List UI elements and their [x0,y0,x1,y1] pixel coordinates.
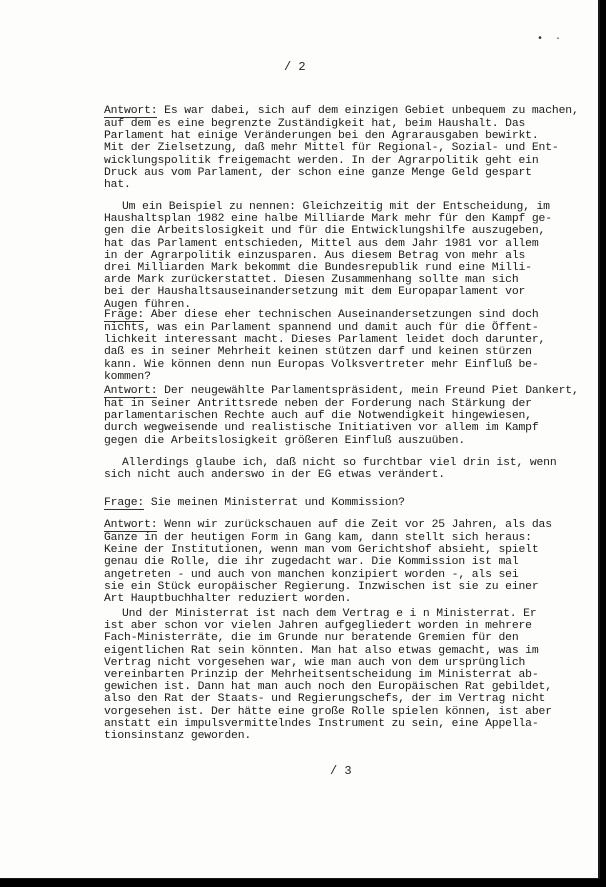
dialogue-paragraph [104,385,598,447]
line-text: Aber diese eher technischen Auseinandersetzungen sind doch [150,309,539,321]
line-text: kann. Wie können denn nun Europas Volksvertreter mehr Einfluß be- [104,358,539,371]
line-text: anstatt ein impulsvermittelndes Instrument zu sein, eine Appella- [104,717,539,730]
text-line [104,632,598,644]
text-line [104,385,598,398]
text-line [104,519,598,532]
continuation-paragraph [104,608,598,742]
line-text: sich nicht auch anderswo in der EG etwas verändert. [104,469,445,482]
line-text: tionsinstanz geworden. [104,730,252,743]
line-text: Der neugewählte Parlamentspräsident, mein Freund Piet Dankert, [164,385,579,397]
text-line [104,262,598,274]
text-line [104,142,598,154]
line-text: angetreten - und auch von manchen konzipiert worden -, als sei [104,568,519,581]
dialogue-paragraph [104,309,598,383]
dialogue-paragraph [104,519,598,605]
text-line [104,334,598,346]
text-line [104,309,598,322]
line-text: Keine der Institutionen, wenn man vom Gerichtshof absieht, spielt [104,544,539,557]
line-text: genau die Rolle, die ihr zugedacht war. Die Kommission ist mal [104,556,519,569]
text-line [104,657,598,669]
text-line [104,497,598,510]
text-line [104,201,598,213]
text-line [104,225,598,237]
line-text: Es war dabei, sich auf dem einzigen Gebiet unbequem zu machen, [164,105,579,117]
line-text: hat in seiner Antrittsrede neben der Forderung nach Stärkung der [104,398,532,410]
text-line [104,274,598,286]
line-text: ist aber schon vor vielen Jahren aufgegliedert worden in mehrere [104,620,532,633]
line-text: Augen führen. [104,298,191,311]
line-text: kommen? [104,370,151,383]
text-line [104,556,598,568]
dialogue-paragraph [104,497,598,510]
text-line [104,469,598,481]
scan-mark: • · [536,34,564,45]
text-line [104,532,598,544]
text-line [104,213,598,225]
text-line [104,410,598,422]
text-line [104,457,598,469]
line-text: Ganze in der heutigen Form in Gang kam, dann stellt sich heraus: [104,532,532,544]
line-text: wicklungspolitik freigemacht werden. In der Agrarpolitik geht ein [104,154,539,167]
line-text: vereinbarten Prinzip der Mehrheitsentscheidung im Ministerrat ab- [104,669,539,682]
line-text: hat das Parlament entschieden, Mittel aus dem Jahr 1981 vor allem [104,237,539,250]
text-line [104,544,598,556]
line-text: nichts, was ein Parlament spannend und damit auch für die Öffent- [104,322,539,334]
text-line [104,179,598,191]
text-line [104,730,598,742]
text-line [104,681,598,693]
line-text: sie ein Stück europäischer Regierung. Inzwischen ist sie zu einer [104,580,539,593]
text-line [104,167,598,179]
line-text: eigentlichen Rat sein könnten. Man hat also etwas gemacht, was im [104,644,539,657]
line-text: arde Mark zurückerstattet. Diesen Zusammenhang sollte man sich [104,274,519,287]
line-text: gen die Arbeitslosigkeit und für die Entwicklungshilfe auszugeben, [104,225,546,238]
text-line [104,250,598,262]
text-line [104,435,598,447]
text-line [104,346,598,358]
line-text: Art Hauptbuchhalter reduziert worden. [104,593,352,606]
text-line [104,359,598,371]
line-text: gegen die Arbeitslosigkeit größeren Einfluß auszuüben. [104,434,466,447]
text-line [104,398,598,410]
line-text: drei Milliarden Mark bekommt die Bundesrepublik rund eine Milli- [104,262,532,275]
speaker-label: Antwort: [104,519,158,531]
line-text: parlamentarischen Rechte auch auf die Notwendigkeit hingewiesen, [104,410,532,423]
text-line [104,155,598,167]
line-text: Allerdings glaube ich, daß nicht so furchtbar viel drin ist, wenn [122,457,557,469]
continuation-paragraph [104,201,598,311]
text-line [104,105,598,118]
speaker-label: Frage: [104,497,145,509]
line-text: in der Agrarpolitik einzusparen. Aus diesem Betrag von mehr als [104,249,526,262]
line-text: Mit der Zielsetzung, daß mehr Mittel für Regional-, Sozial- und Ent- [104,142,559,155]
dialogue-paragraph [104,105,598,191]
line-text: also den Rat der Staats- und Regierungschefs, der im Vertrag nicht [104,693,546,706]
line-text: Sie meinen Ministerrat und Kommission? [150,497,405,509]
next-page-reference: / 3 [330,764,352,778]
continuation-paragraph [104,457,598,481]
speaker-label: Antwort: [104,385,158,397]
line-text: Um ein Beispiel zu nennen: Gleichzeitig mit der Entscheidung, im [122,201,550,213]
line-text: Und der Ministerrat ist nach dem Vertrag e i n Ministerrat. Er [122,608,537,620]
line-text: Druck aus vom Parlament, der schon eine ganze Menge Geld gespart [104,166,532,179]
text-line [104,569,598,581]
line-text: Wenn wir zurückschauen auf die Zeit vor 25 Jahren, als das [164,519,552,531]
line-text: lichkeit interessant macht. Dieses Parlament leidet doch darunter, [104,334,546,347]
line-text: vorgesehen ist. Der hätte eine große Rolle spielen können, ist aber [104,705,552,718]
speaker-label: Antwort: [104,105,158,117]
line-text: hat. [104,179,131,192]
text-line [104,371,598,383]
text-line [104,286,598,298]
text-line [104,422,598,434]
line-text: bei der Haushaltsauseinandersetzung mit dem Europaparlament vor [104,286,526,299]
text-line [104,118,598,130]
speaker-label: Frage: [104,309,145,321]
text-line [104,706,598,718]
line-text: Vertrag nicht vorgesehen war, wie man auch von dem ursprünglich [104,656,526,669]
text-line [104,608,598,620]
line-text: auf dem es eine begrenzte Zuständigkeit hat, beim Haushalt. Das [104,118,526,130]
text-line [104,620,598,632]
text-line [104,130,598,142]
line-text: gewichen ist. Dann hat man auch noch den Europäischen Rat gebildet, [104,681,552,694]
text-line [104,581,598,593]
line-text: durch wegweisende und realistische Initiativen vor allem im Kampf [104,422,539,435]
text-line [104,593,598,605]
text-line [104,238,598,250]
text-line [104,669,598,681]
text-line [104,645,598,657]
page-number: / 2 [284,60,306,74]
text-line [104,322,598,334]
line-text: Fach-Ministerräte, die im Grunde nur beratende Gremien für den [104,632,519,645]
text-line [104,718,598,730]
line-text: Haushaltsplan 1982 eine halbe Milliarde Mark mehr für den Kampf ge- [104,213,552,226]
line-text: Parlament hat einige Veränderungen bei den Agrarausgaben bewirkt. [104,130,539,143]
text-line [104,693,598,705]
line-text: daß es in seiner Mehrheit keinen stützen darf und keinen stürzen [104,346,532,359]
